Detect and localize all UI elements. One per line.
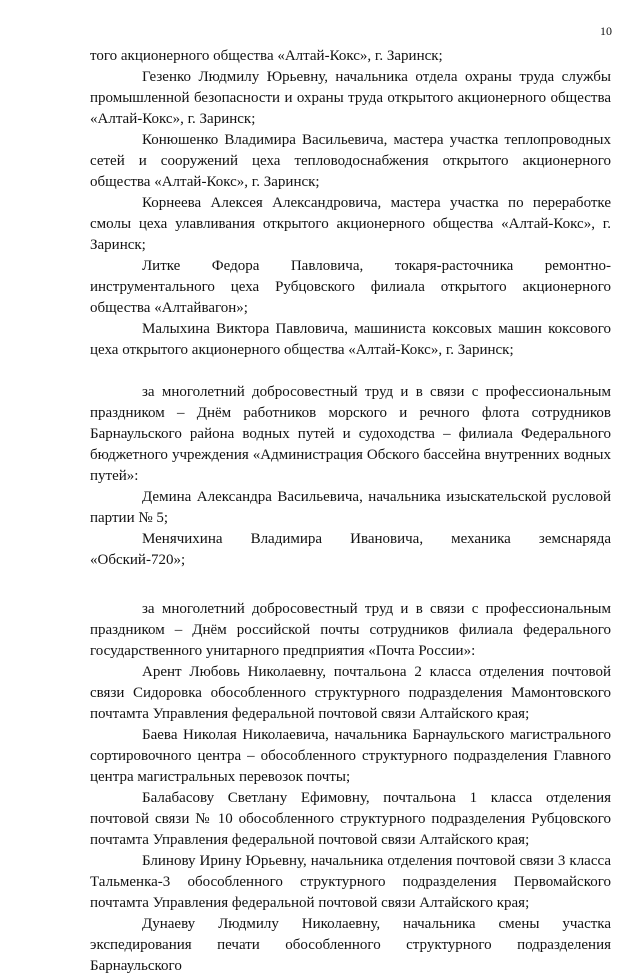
paragraph-baev: Баева Николая Николаевича, начальника Барнаульского магистрального сортировочного центра – обособленного структурного подразделения Главного центра магистральных перевозок почты; [90,727,611,785]
paragraph-continuation: того акционерного общества «Алтай-Кокс», г. Заринск; [90,48,443,64]
page-number: 10 [600,24,612,38]
paragraph-gezenko: Гезенко Людмилу Юрьевну, начальника отдела охраны труда службы промышленной безопасности и охраны труда открытого акционерного общества «Алтай-Кокс», г. Заринск; [90,69,611,127]
section-intro-river-fleet: за многолетний добросовестный труд и в связи с профессиональным праздником – Днём работников морского и речного флота сотрудников Барнаульского района водных путей и судоходства – филиала Федерального бюджетного учреждения «Администрация Обского бассейна внутренних водных путей»: [90,384,611,484]
paragraph-blinova: Блинову Ирину Юрьевну, начальника отделения почтовой связи 3 класса Тальменка-3 обособленного структурного подразделения Первомайского почтамта Управления федеральной почтовой связи Алтайского края; [90,853,611,911]
paragraph-arent: Арент Любовь Николаевну, почтальона 2 класса отделения почтовой связи Сидоровка обособленного структурного подразделения Мамонтовского почтамта Управления федеральной почтовой связи Алтайского края; [90,664,611,722]
paragraph-malykhin: Малыхина Виктора Павловича, машиниста коксовых машин коксового цеха открытого акционерного общества «Алтай-Кокс», г. Заринск; [90,321,611,358]
paragraph-menyachikhin: Менячихина Владимира Ивановича, механика земснаряда «Обский-720»; [90,531,611,568]
paragraph-dunaeva: Дунаеву Людмилу Николаевну, начальника смены участка экспедирования печати обособленного структурного подразделения Барнаульского [90,916,611,974]
section-gap [90,571,611,599]
paragraph-demin: Демина Александра Васильевича, начальника изыскательской русловой партии № 5; [90,489,611,526]
document-body [90,46,611,977]
section-intro-russian-post: за многолетний добросовестный труд и в связи с профессиональным праздником – Днём российской почты сотрудников филиала федерального государственного унитарного предприятия «Почта России»: [90,601,611,659]
paragraph-balabasova: Балабасову Светлану Ефимовну, почтальона 1 класса отделения почтовой связи № 10 обособленного структурного подразделения Рубцовского почтамта Управления федеральной почтовой связи Алтайского края; [90,790,611,848]
paragraph-konyushenko: Конюшенко Владимира Васильевича, мастера участка теплопроводных сетей и сооружений цеха тепловодоснабжения открытого акционерного общества «Алтай-Кокс», г. Заринск; [90,132,611,190]
section-gap [90,361,611,382]
paragraph-litke: Литке Федора Павловича, токаря-расточника ремонтно-инструментального цеха Рубцовского филиала открытого акционерного общества «Алтайвагон»; [90,258,611,316]
paragraph-korneev: Корнеева Алексея Александровича, мастера участка по переработке смолы цеха улавливания открытого акционерного общества «Алтай-Кокс», г. Заринск; [90,195,611,253]
